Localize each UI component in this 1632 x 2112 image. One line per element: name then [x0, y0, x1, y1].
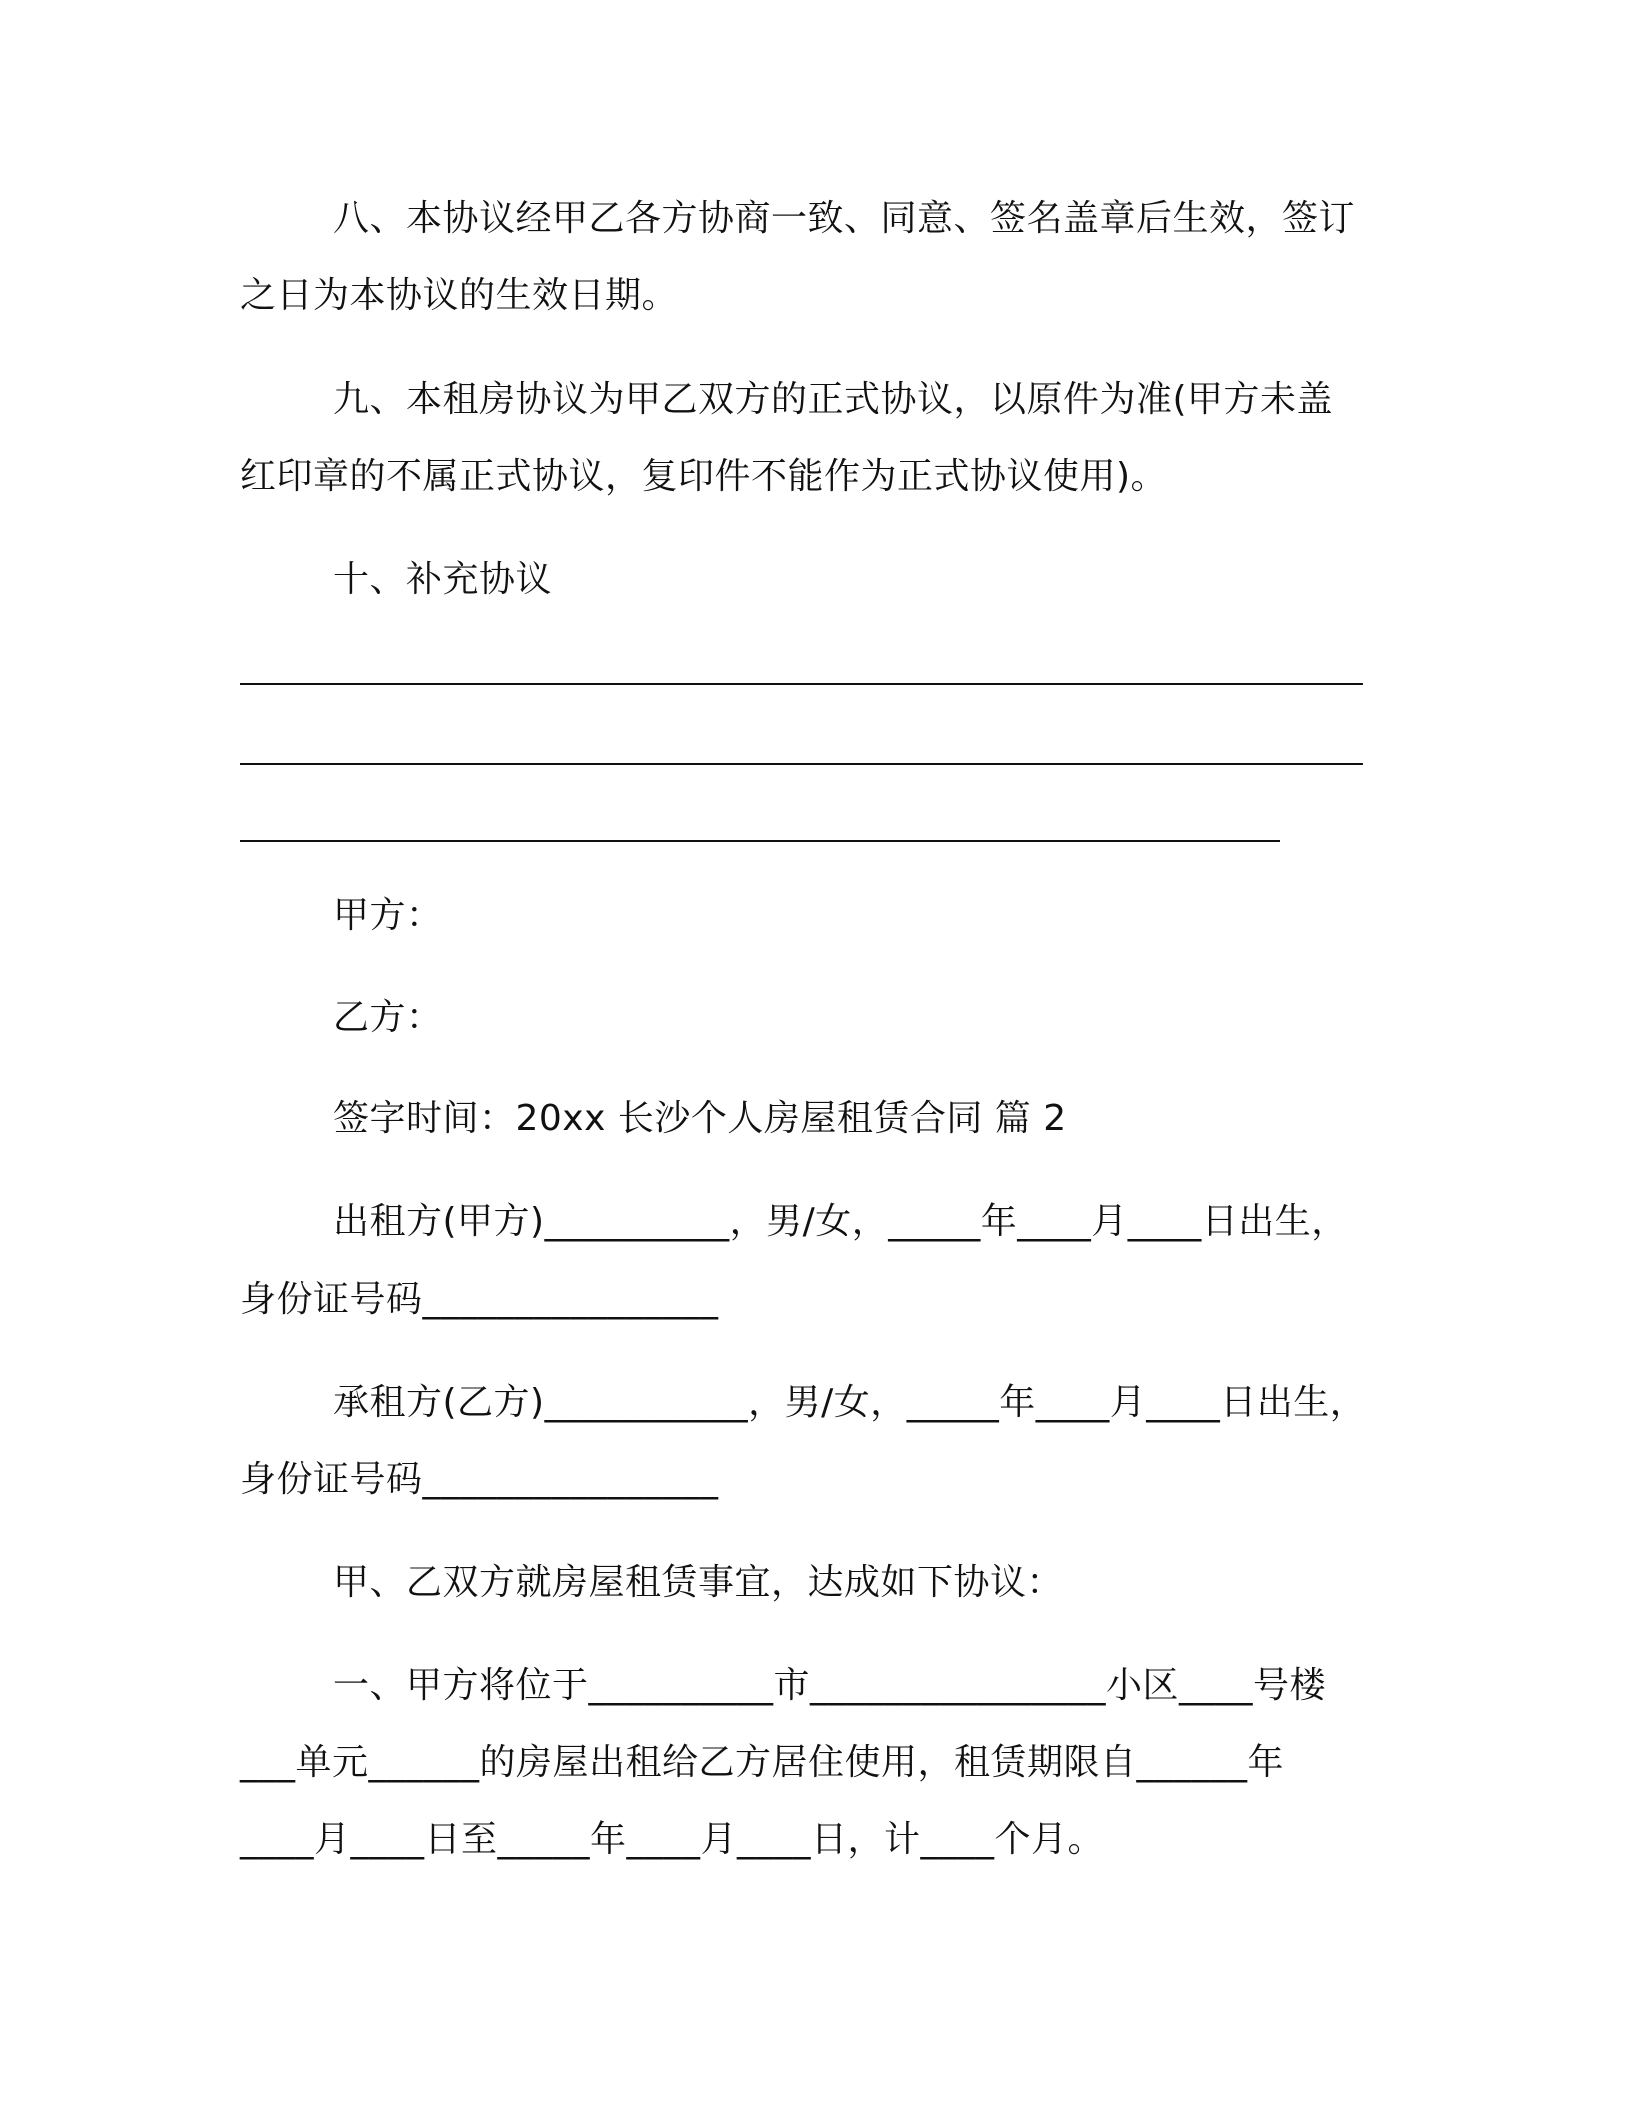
agreement-intro: 甲、乙双方就房屋租赁事宜，达成如下协议： — [333, 1562, 1064, 1603]
supplement-blank-line-3 — [240, 840, 1280, 842]
lessee-line-1: 承租方(乙方)___________，男/女，_____年____月____日出生， — [333, 1382, 1367, 1423]
sign-time-and-title: 签字时间：20xx 长沙个人房屋租赁合同 篇 2 — [333, 1098, 1067, 1139]
clause-8-line-1: 八、本协议经甲乙各方协商一致、同意、签名盖章后生效，签订 — [333, 198, 1356, 239]
lessee-line-2: 身份证号码________________ — [240, 1459, 719, 1500]
party-b-signature-label: 乙方： — [333, 997, 443, 1038]
party-a-signature-label: 甲方： — [333, 895, 443, 936]
clause-1-line-2: ___单元______的房屋出租给乙方居住使用，租赁期限自______年 — [240, 1742, 1285, 1783]
supplement-blank-line-2 — [240, 763, 1363, 765]
clause-1-line-3: ____月____日至_____年____月____日，计____个月。 — [240, 1819, 1105, 1860]
clause-9-line-2: 红印章的不属正式协议，复印件不能作为正式协议使用)。 — [240, 456, 1168, 497]
supplement-blank-line-1 — [240, 683, 1363, 685]
clause-8-line-2: 之日为本协议的生效日期。 — [240, 275, 679, 316]
clause-1-line-1: 一、甲方将位于__________市________________小区____号楼 — [333, 1665, 1327, 1706]
clause-9-line-1: 九、本租房协议为甲乙双方的正式协议，以原件为准(甲方未盖 — [333, 379, 1334, 420]
lessor-line-2: 身份证号码________________ — [240, 1279, 719, 1320]
clause-10-heading: 十、补充协议 — [333, 559, 553, 600]
lessor-line-1: 出租方(甲方)__________，男/女，_____年____月____日出生， — [333, 1201, 1348, 1242]
